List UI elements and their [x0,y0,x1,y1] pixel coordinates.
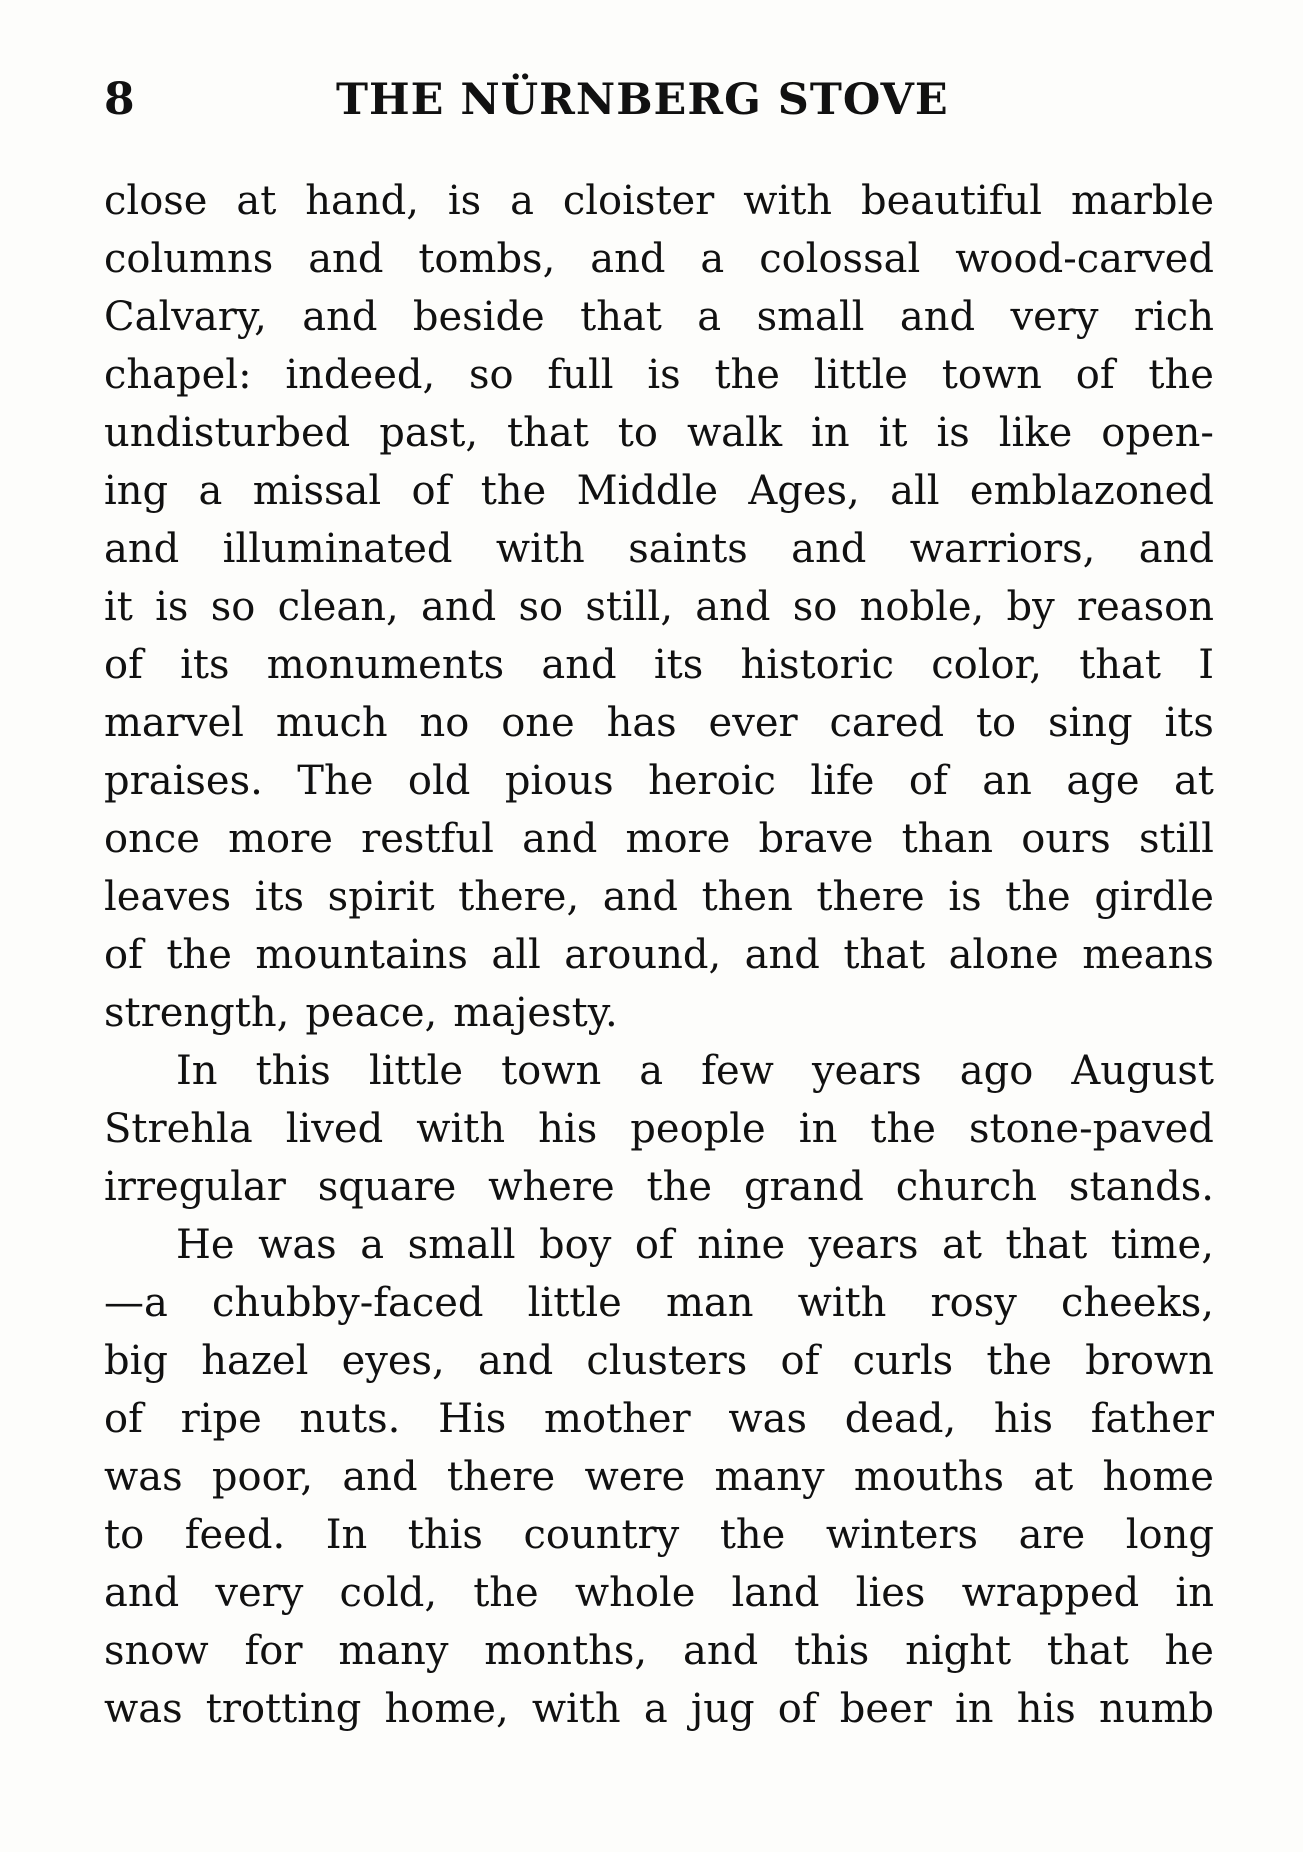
word: its [254,874,305,920]
text-line [104,868,1214,926]
word: has [606,700,677,746]
word: the [1005,874,1071,920]
text-line [104,1274,1214,1332]
text-line [104,346,1214,404]
word: saints [628,526,748,572]
word: many [338,1628,449,1674]
word: heroic [648,758,776,804]
word: a [639,1048,664,1094]
text-line [104,288,1214,346]
word: its [1164,700,1214,746]
word: reason [1076,584,1214,630]
word: ours [1021,816,1111,862]
word: missal [252,468,382,514]
word: mouths [853,1454,1005,1500]
word: and [602,874,678,920]
word: poor, [211,1454,314,1500]
text-line [104,1390,1214,1448]
word: brown [1085,1338,1214,1384]
word: and [1138,526,1214,572]
word: this [794,1628,870,1674]
word: man [665,1280,754,1326]
word: no [419,700,470,746]
word: old [407,758,471,804]
text-line [104,752,1214,810]
word: In [325,1512,368,1558]
word: His [438,1396,507,1442]
word: of [780,1338,820,1384]
word: clean, [277,584,399,630]
word: and [302,294,378,340]
word: of [634,1222,674,1268]
word: full [547,352,614,398]
word: ever [708,700,798,746]
word: beautiful [860,178,1043,224]
word: chubby-faced [211,1280,484,1326]
word: little [813,352,908,398]
word: with [797,1280,887,1326]
word: winters [825,1512,979,1558]
word: and [744,932,820,978]
word: its [180,642,230,688]
text-line [104,810,1214,868]
word: that [843,932,926,978]
word: trotting [205,1686,362,1732]
word: the [646,1164,713,1210]
word: ripe [180,1396,262,1442]
word: a [643,1686,668,1732]
text-line [104,578,1214,636]
word: Strehla [104,1106,253,1152]
word: Middle [576,468,719,514]
word: is [155,584,189,630]
word: beer [839,1686,932,1732]
word: and [522,816,598,862]
word: of [1075,352,1115,398]
word: church [895,1164,1037,1210]
word: is [447,178,482,224]
word: the [1148,352,1214,398]
word: square [317,1164,457,1210]
word: with [495,526,585,572]
word: he [1164,1628,1214,1674]
word: the [986,1338,1052,1384]
word: and [899,294,976,340]
word: with [743,178,833,224]
word: town [501,1048,602,1094]
word: very [215,1570,304,1616]
word: that [1046,1628,1129,1674]
word: so [210,584,256,630]
word: many [714,1454,825,1500]
word: all [491,932,541,978]
word: of [777,1686,817,1732]
word: and [541,642,617,688]
word: the [480,468,547,514]
word: the [870,1106,936,1152]
word: by [1006,584,1055,630]
word: dead, [844,1396,957,1442]
word: so [792,584,838,630]
word: and [421,584,497,630]
word: marble [1071,178,1214,224]
word: its [653,642,704,688]
word: there [446,1454,556,1500]
word: stands. [1068,1164,1214,1210]
word: the [473,1570,539,1616]
word: time, [1110,1222,1214,1268]
word: home, [384,1686,509,1732]
word: like [998,410,1073,456]
word: and [590,236,666,282]
word: of [104,1396,143,1442]
word: of [104,642,143,688]
word: ing [104,468,169,514]
word: and [104,526,180,572]
word: more [228,816,333,862]
text-line [104,1680,1214,1738]
word: brave [758,816,874,862]
word: in [1175,1570,1214,1616]
word: than [901,816,994,862]
word: cold, [339,1570,438,1616]
text-line [104,404,1214,462]
word: father [1090,1396,1214,1442]
word: rosy [930,1280,1017,1326]
word: curls [852,1338,954,1384]
text-line [104,1216,1214,1274]
word: it [104,584,133,630]
word: at [236,178,277,224]
word: nuts. [299,1396,401,1442]
text-line [104,1158,1214,1216]
word: lies [855,1570,926,1616]
word: and [683,1628,759,1674]
word: this [407,1512,483,1558]
word: emblazoned [969,468,1214,514]
word: a [700,236,725,282]
word: were [584,1454,686,1500]
word: numb [1098,1686,1214,1732]
word: still, [585,584,674,630]
word: spirit [327,874,435,920]
word: there, [458,874,580,920]
word: that [1005,1222,1088,1268]
word: the [719,1512,786,1558]
text-line [104,462,1214,520]
word: big [104,1338,169,1384]
word: are [1018,1512,1086,1558]
text-line [104,1042,1214,1100]
word: and [477,1338,554,1384]
text-line [104,172,1214,230]
word: night [905,1628,1012,1674]
word: that [580,294,662,340]
word: rich [1133,294,1214,340]
word: few [701,1048,774,1094]
word: He [176,1222,235,1268]
word: jug [690,1686,755,1732]
word: more [625,816,731,862]
word: a [510,178,534,224]
word: Ages, [748,468,860,514]
word: columns [104,236,274,282]
word: age [1066,758,1140,804]
word: in [798,1106,838,1152]
word: sing [1047,700,1133,746]
word: so [468,352,514,398]
word: colossal [759,236,921,282]
word: still [1138,816,1214,862]
word: snow [104,1628,209,1674]
word: mountains [255,932,468,978]
word: this [255,1048,331,1094]
word: that [1079,642,1161,688]
word: majesty. [453,990,618,1036]
word: very [1010,294,1099,340]
word: the [714,352,780,398]
word: Calvary, [104,294,267,340]
text-line [104,1506,1214,1564]
word: is [936,410,970,456]
page-number: 8 [104,74,135,125]
word: with [416,1106,506,1152]
word: to [617,410,658,456]
word: historic [740,642,894,688]
word: warriors, [909,526,1096,572]
word: mother [544,1396,691,1442]
body-text [104,172,1214,1738]
word: In [176,1048,218,1094]
word: hazel [201,1338,309,1384]
word: and [791,526,867,572]
word: —a [104,1280,168,1326]
text-line [104,1448,1214,1506]
word: August [1071,1048,1214,1094]
word: nine [697,1222,786,1268]
word: indeed, [285,352,436,398]
word: close [104,178,208,224]
word: is [948,874,982,920]
word: the [166,932,232,978]
word: of [104,932,143,978]
text-line [104,926,1214,984]
word: and [342,1454,418,1500]
word: at [1173,758,1214,804]
word: at [942,1222,982,1268]
word: wood-carved [955,236,1214,282]
word: restful [361,816,494,862]
word: where [488,1164,615,1210]
word: is [647,352,681,398]
word: country [523,1512,680,1558]
word: alone [948,932,1059,978]
word: town [941,352,1042,398]
word: once [104,816,200,862]
word: his [538,1106,598,1152]
word: an [982,758,1032,804]
word: at [1033,1454,1074,1500]
word: around, [564,932,722,978]
word: undisturbed [104,410,351,456]
running-title: THE NÜRNBERG STOVE [336,75,949,125]
word: months, [484,1628,648,1674]
word: noble, [859,584,985,630]
word: I [1198,642,1214,688]
word: little [368,1048,464,1094]
word: whole [574,1570,696,1616]
word: was [728,1396,807,1442]
word: color, [931,642,1043,688]
word: eyes, [341,1338,445,1384]
word: praises. [104,758,263,804]
word: strength, [104,990,290,1036]
word: a [198,468,223,514]
word: of [908,758,948,804]
word: for [244,1628,303,1674]
word: all [890,468,940,514]
word: The [297,758,374,804]
word: ago [959,1048,1034,1094]
word: it [878,410,908,456]
text-line [104,520,1214,578]
word: of [411,468,451,514]
word: pious [504,758,614,804]
word: little [527,1280,622,1326]
word: girdle [1094,874,1214,920]
word: then [701,874,793,920]
word: open- [1101,410,1214,456]
word: stone-paved [968,1106,1214,1152]
word: home [1102,1454,1214,1500]
text-line [104,1100,1214,1158]
word: marvel [104,700,244,746]
word: to [104,1512,145,1558]
word: grand [743,1164,864,1210]
running-head [104,70,1214,130]
word: past, [379,410,479,456]
word: to [975,700,1017,746]
word: small [756,294,865,340]
text-line [104,230,1214,288]
word: hand, [305,178,419,224]
word: was [104,1686,183,1732]
word: lived [285,1106,384,1152]
word: irregular [104,1164,286,1210]
word: much [275,700,388,746]
text-line [104,984,1214,1042]
word: small [407,1222,516,1268]
word: tombs, [418,236,556,282]
word: leaves [104,874,232,920]
word: boy [539,1222,612,1268]
text-line [104,1332,1214,1390]
word: monuments [266,642,505,688]
text-line [104,1622,1214,1680]
word: there [816,874,925,920]
word: cloister [562,178,715,224]
word: wrapped [961,1570,1140,1616]
word: years [811,1048,922,1094]
word: one [501,700,575,746]
word: means [1082,932,1214,978]
word: was [104,1454,183,1500]
word: and [695,584,771,630]
word: in [811,410,850,456]
word: was [258,1222,337,1268]
word: and [308,236,384,282]
word: his [993,1396,1053,1442]
word: chapel: [104,352,252,398]
word: years [808,1222,919,1268]
word: cheeks, [1060,1280,1214,1326]
word: long [1125,1512,1214,1558]
word: illuminated [222,526,453,572]
word: life [810,758,875,804]
text-line [104,1564,1214,1622]
word: walk [686,410,783,456]
word: in [955,1686,994,1732]
word: land [731,1570,820,1616]
word: peace, [305,990,438,1036]
word: cared [829,700,945,746]
text-line [104,636,1214,694]
word: people [630,1106,766,1152]
word: a [697,294,722,340]
word: clusters [586,1338,748,1384]
word: a [360,1222,385,1268]
word: his [1016,1686,1076,1732]
word: feed. [184,1512,286,1558]
word: beside [412,294,545,340]
word: and [104,1570,180,1616]
word: with [531,1686,621,1732]
word: that [507,410,589,456]
text-line [104,694,1214,752]
word: so [518,584,564,630]
